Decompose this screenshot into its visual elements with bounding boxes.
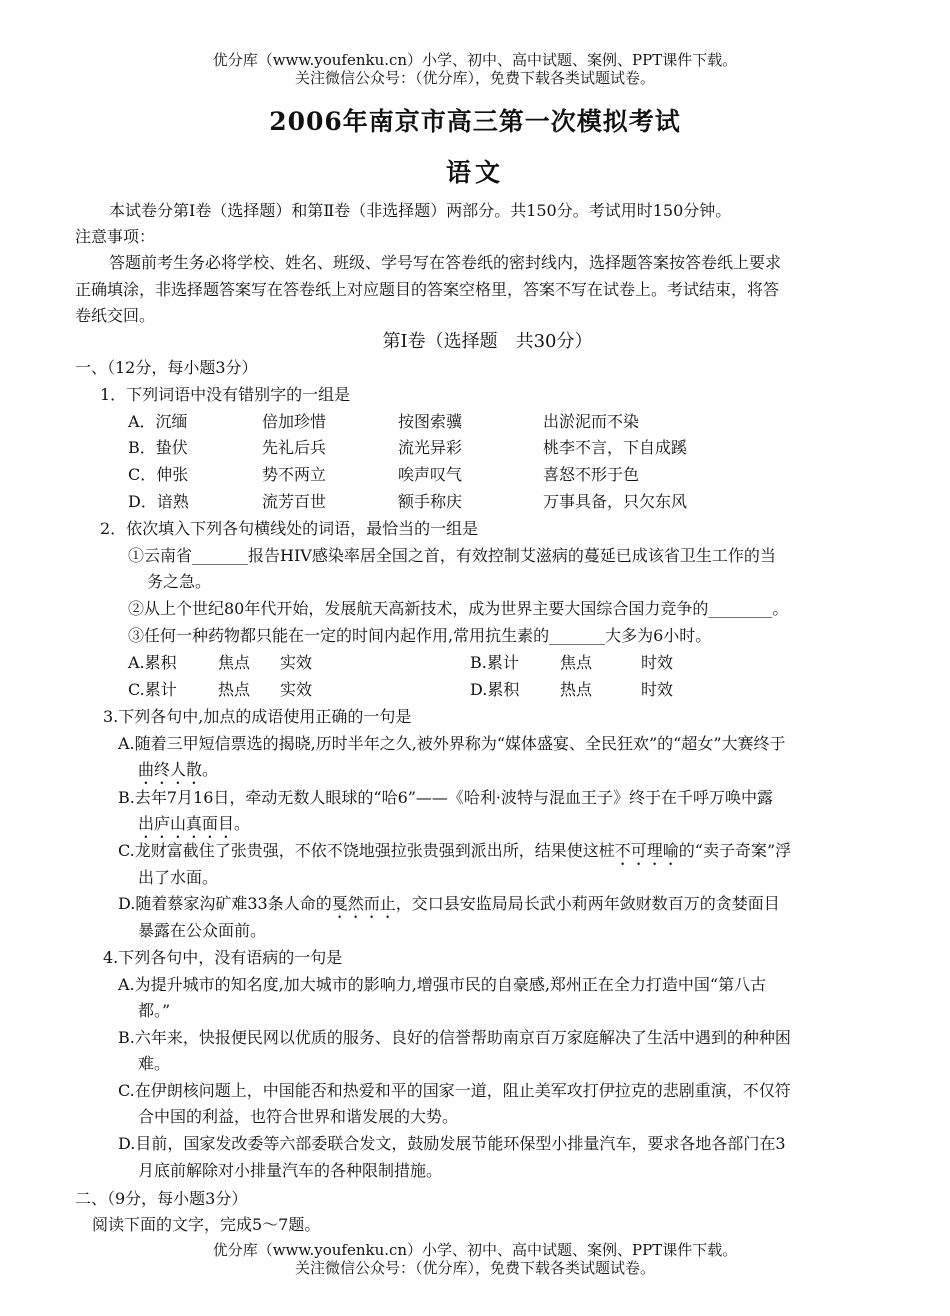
q4-option-a-line-1: A.为提升城市的知名度,加大城市的影响力,增强市民的自豪感,郑州正在全力打造中国“第八古 [118, 975, 767, 994]
q1-d-3: 额手称庆 [398, 492, 463, 511]
q2-a-3: 实效 [280, 653, 313, 672]
q1-c-1: C．伸张 [128, 465, 189, 484]
footer-line-2: 关注微信公众号：（优分库），免费下载各类试题试卷。 [294, 1259, 655, 1277]
section2-heading: 二、（9分，每小题3分） [75, 1189, 248, 1208]
exam-intro: 本试卷分第Ⅰ卷（选择题）和第Ⅱ卷（非选择题）两部分。共150分。考试用时150分钟。 [109, 201, 732, 220]
q4-option-b-line-1: B.六年来，快报便民网以优质的服务、良好的信誉帮助南京百万家庭解决了生活中遇到的种种困 [118, 1028, 791, 1047]
q1-d-4: 万事具备，只欠东风 [543, 492, 688, 511]
q3-option-c-line-1 [118, 841, 791, 869]
q2-d-1: D.累积 [470, 680, 520, 699]
q1-c-2: 势不两立 [262, 465, 327, 484]
q3-d-head: D.随着蔡家沟矿难33条人命的 [118, 894, 332, 913]
notice-line-1: 答题前考生务必将学校、姓名、班级、学号写在答卷纸的密封线内，选择题答案按答卷纸上要求 [109, 253, 782, 272]
notice-line-3: 卷纸交回。 [75, 306, 156, 325]
q4-option-c-line-1: C.在伊朗核问题上，中国能否和热爱和平的国家一道，阻止美军攻打伊拉克的悲剧重演，不仅符 [118, 1081, 791, 1100]
q2-sentence-1-line-1: ①云南省_______报告HIV感染率居全国之首，有效控制艾滋病的蔓延已成该省卫生工作的当 [128, 546, 776, 565]
q3-option-a-line-2 [138, 760, 218, 788]
exam-subject: 语文 [445, 158, 504, 187]
q3-option-c-line-2: 出了水面。 [138, 868, 219, 887]
footer-line-1: 优分库（www.youfenku.cn）小学、初中、高中试题、案例、PPT课件下载。 [212, 1241, 738, 1259]
q2-b-2: 焦点 [560, 653, 593, 672]
q3-c-head: C.龙财富截住了张贵强，不依不饶地强拉张贵强到派出所，结果使这桩 [118, 841, 615, 860]
q2-a-2: 焦点 [218, 653, 251, 672]
q4-option-c-line-2: 合中国的利益，也符合世界和谐发展的大势。 [138, 1107, 459, 1126]
q2-sentence-3: ③任何一种药物都只能在一定的时间内起作用,常用抗生素的_______大多为6小时。 [128, 626, 712, 645]
q1-a-2: 倍加珍惜 [262, 412, 327, 431]
q1-b-3: 流光异彩 [398, 438, 463, 457]
q4-option-d-line-1: D.目前，国家发改委等六部委联合发文，鼓励发展节能环保型小排量汽车，要求各地各部门在3 [118, 1134, 786, 1153]
q1-c-4: 喜怒不形于色 [543, 465, 640, 484]
notice-line-2: 正确填涂，非选择题答案写在答卷纸上对应题目的答案空格里，答案不写在试卷上。考试结束，将答 [75, 280, 780, 299]
q3-d-dotted-idiom: 戛然而止 [331, 894, 396, 913]
q1-a-4: 出淤泥而不染 [543, 412, 640, 431]
q3-a-dotted-idiom: 曲终人散 [138, 760, 203, 779]
q3-c-tail: 的“卖子奇案”浮 [678, 841, 792, 860]
q3-option-b-line-1: B.去年7月16日，牵动无数人眼球的“哈6”——《哈利·波特与混血王子》终于在千呼万唤中露 [118, 788, 774, 807]
q1-b-4: 桃李不言，下自成蹊 [543, 438, 688, 457]
q1-b-2: 先礼后兵 [262, 438, 327, 457]
q3-b-tail: 。 [234, 814, 251, 833]
section2-instruction: 阅读下面的文字，完成5～7题。 [92, 1215, 321, 1234]
notice-label: 注意事项： [75, 227, 156, 246]
q2-stem: 2．依次填入下列各句横线处的词语，最恰当的一组是 [100, 519, 479, 538]
q3-stem: 3.下列各句中,加点的成语使用正确的一句是 [103, 707, 412, 726]
q4-option-a-line-2: 都。” [138, 1001, 171, 1020]
q2-a-1: A.累积 [128, 653, 177, 672]
q3-b-dotted-idiom: 出庐山真面目 [138, 814, 235, 833]
q2-c-2: 热点 [218, 680, 251, 699]
q1-b-1: B．蛰伏 [128, 438, 188, 457]
q1-d-1: D．谙熟 [128, 492, 189, 511]
q1-stem: 1．下列词语中没有错别字的一组是 [100, 385, 351, 404]
q3-option-d-line-2: 暴露在公众面前。 [138, 921, 267, 940]
q1-a-1: A．沉缅 [128, 412, 188, 431]
q3-d-tail: ，交口县安监局局长武小莉两年敛财数百万的贪婪面目 [395, 894, 780, 913]
header-line-2: 关注微信公众号：（优分库），免费下载各类试题试卷。 [294, 69, 655, 87]
q3-option-a-line-1: A.随着三甲短信票选的揭晓,历时半年之久,被外界称为“媒体盛宴、全民狂欢”的“超女”大赛终于 [118, 734, 786, 753]
q2-sentence-2: ②从上个世纪80年代开始，发展航天高新技术，成为世界主要大国综合国力竞争的________。 [128, 599, 789, 618]
q3-a-tail: 。 [202, 760, 219, 779]
q2-d-3: 时效 [641, 680, 674, 699]
section1-heading: 一、（12分，每小题3分） [75, 358, 258, 377]
q1-d-2: 流芳百世 [262, 492, 327, 511]
q4-option-d-line-2: 月底前解除对小排量汽车的各种限制措施。 [138, 1161, 443, 1180]
q2-b-3: 时效 [641, 653, 674, 672]
q2-d-2: 热点 [560, 680, 593, 699]
q3-c-dotted-idiom: 不可理喻 [614, 841, 679, 860]
q1-a-3: 按图索骥 [398, 412, 463, 431]
q4-stem: 4.下列各句中，没有语病的一句是 [103, 948, 343, 967]
q1-c-3: 唉声叹气 [398, 465, 463, 484]
q2-c-3: 实效 [280, 680, 313, 699]
header-line-1: 优分库（www.youfenku.cn）小学、初中、高中试题、案例、PPT课件下载。 [212, 51, 738, 69]
q3-option-b-line-2 [138, 814, 250, 842]
q4-option-b-line-2: 难。 [138, 1054, 171, 1073]
exam-title: 2006年南京市高三第一次模拟考试 [269, 107, 681, 136]
q3-option-d-line-1 [118, 894, 780, 922]
q2-b-1: B.累计 [470, 653, 519, 672]
q2-c-1: C.累计 [128, 680, 177, 699]
q2-sentence-1-line-2: 务之急。 [147, 572, 212, 591]
part1-title: 第Ⅰ卷（选择题 共30分） [382, 331, 593, 352]
